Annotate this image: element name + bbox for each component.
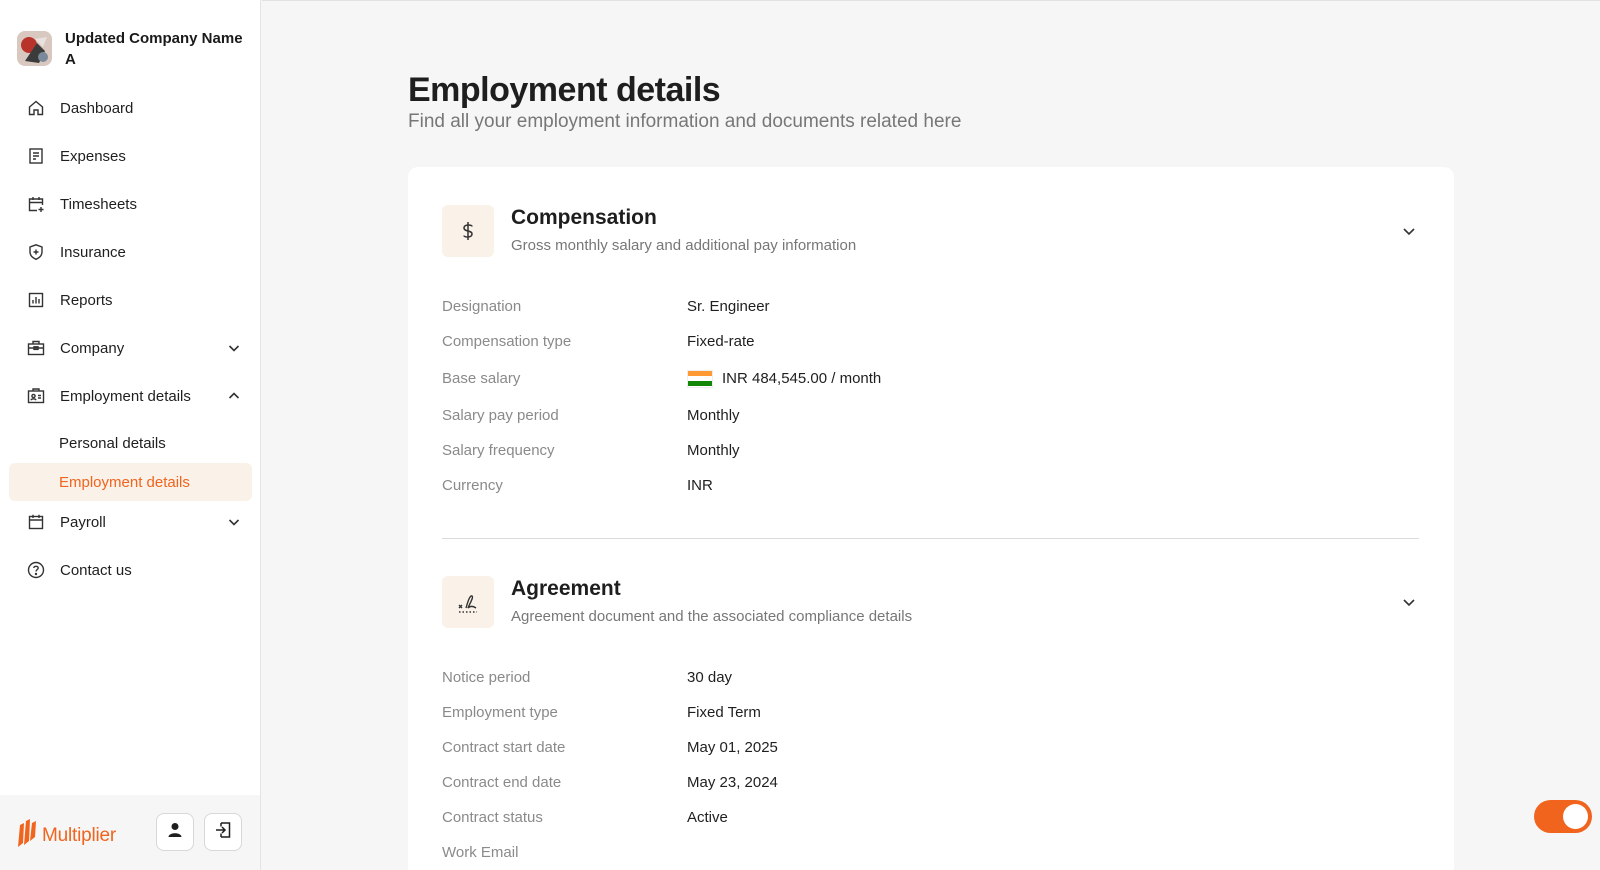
field-label: Designation (442, 298, 522, 315)
field-label: Compensation type (442, 333, 572, 350)
field-label: Currency (442, 477, 503, 494)
india-flag-icon (687, 370, 713, 388)
company-logo (17, 31, 52, 66)
field-value: Active (687, 809, 728, 826)
chevron-up-icon[interactable] (226, 388, 242, 404)
agreement-header[interactable] (442, 576, 912, 628)
field-row (442, 800, 1342, 835)
field-label: Employment type (442, 704, 558, 721)
sidebar-item-label: Company (60, 339, 125, 357)
sidebar-footer (0, 795, 260, 870)
calendar-icon (27, 513, 45, 531)
sidebar-subitem-personal-details[interactable]: Personal details (59, 434, 166, 452)
field-row (442, 695, 1342, 730)
sidebar-item-label: Insurance (60, 243, 126, 261)
chevron-down-icon[interactable] (1400, 222, 1418, 240)
field-value: Monthly (687, 407, 740, 424)
briefcase-icon (27, 339, 45, 357)
page-subtitle: Find all your employment information and documents related here (408, 111, 962, 132)
field-row (442, 359, 1342, 398)
dollar-icon (442, 205, 494, 257)
sidebar-item-insurance[interactable] (9, 232, 252, 272)
company-name: Updated Company Name A (65, 30, 243, 68)
field-value: Fixed Term (687, 704, 761, 721)
field-value: Fixed-rate (687, 333, 755, 350)
compensation-description: Gross monthly salary and additional pay information (511, 237, 857, 254)
sidebar-item-label: Reports (60, 291, 113, 309)
sidebar-item-timesheets[interactable] (9, 184, 252, 224)
sidebar-item-label: Dashboard (60, 99, 134, 117)
sidebar-nav (9, 88, 252, 598)
sidebar-item-contact-us[interactable] (9, 550, 252, 590)
field-row (442, 468, 1342, 503)
brand-logo (16, 817, 116, 854)
compensation-title: Compensation (511, 206, 657, 229)
theme-toggle[interactable] (1534, 800, 1592, 833)
field-value: INR (687, 477, 713, 494)
field-label: Salary pay period (442, 407, 559, 424)
home-icon (27, 99, 45, 117)
sidebar-item-label: Employment details (60, 387, 191, 405)
field-row (442, 835, 1342, 870)
sidebar-item-label: Expenses (60, 147, 126, 165)
brand-name: Multiplier (42, 824, 117, 846)
field-row (442, 660, 1342, 695)
field-row (442, 324, 1342, 359)
field-row (442, 398, 1342, 433)
sidebar-item-employment-details[interactable] (9, 376, 252, 416)
chevron-down-icon[interactable] (1400, 593, 1418, 611)
help-circle-icon (27, 561, 45, 579)
chevron-down-icon[interactable] (226, 514, 242, 530)
section-divider (442, 538, 1419, 539)
sidebar-item-label: Contact us (60, 561, 132, 579)
sidebar-item-label: Payroll (60, 513, 106, 531)
page-title: Employment details (408, 71, 721, 109)
toggle-knob (1563, 804, 1588, 829)
signature-icon (442, 576, 494, 628)
agreement-title: Agreement (511, 577, 621, 600)
field-value: May 23, 2024 (687, 774, 778, 791)
multiplier-logo-icon (16, 817, 40, 854)
field-label: Base salary (442, 370, 521, 387)
shield-plus-icon (27, 243, 45, 261)
sidebar-item-label: Timesheets (60, 195, 137, 213)
field-label: Contract status (442, 809, 543, 826)
compensation-header[interactable] (442, 205, 856, 257)
field-row (442, 289, 1342, 324)
employment-details-card (408, 167, 1454, 870)
profile-button[interactable] (156, 813, 194, 851)
id-card-icon (27, 387, 45, 405)
sidebar-item-company[interactable] (9, 328, 252, 368)
sidebar (0, 0, 261, 870)
field-row (442, 730, 1342, 765)
compensation-fields (442, 289, 1342, 503)
field-label: Work Email (442, 844, 519, 861)
field-label: Contract end date (442, 774, 562, 791)
field-value: Monthly (687, 442, 740, 459)
main-content (262, 0, 1600, 870)
sidebar-item-expenses[interactable] (9, 136, 252, 176)
chevron-down-icon[interactable] (226, 340, 242, 356)
logout-button[interactable] (204, 813, 242, 851)
sidebar-subitem-employment-details[interactable]: Employment details (9, 463, 252, 501)
field-value: INR 484,545.00 / month (722, 370, 882, 387)
field-value: 30 day (687, 669, 733, 686)
company-switcher[interactable] (17, 28, 245, 70)
calendar-plus-icon (27, 195, 45, 213)
sidebar-item-dashboard[interactable] (9, 88, 252, 128)
field-label: Contract start date (442, 739, 566, 756)
field-value: May 01, 2025 (687, 739, 778, 756)
agreement-fields (442, 660, 1342, 870)
receipt-icon (27, 147, 45, 165)
field-value-wrap (687, 370, 881, 388)
field-row (442, 433, 1342, 468)
sidebar-item-payroll[interactable] (9, 502, 252, 542)
bar-chart-icon (27, 291, 45, 309)
user-icon (166, 821, 184, 844)
agreement-description: Agreement document and the associated compliance details (511, 608, 913, 625)
sidebar-item-reports[interactable] (9, 280, 252, 320)
field-label: Salary frequency (442, 442, 555, 459)
field-row (442, 765, 1342, 800)
logout-icon (214, 821, 232, 844)
field-value: Sr. Engineer (687, 298, 770, 315)
field-label: Notice period (442, 669, 531, 686)
